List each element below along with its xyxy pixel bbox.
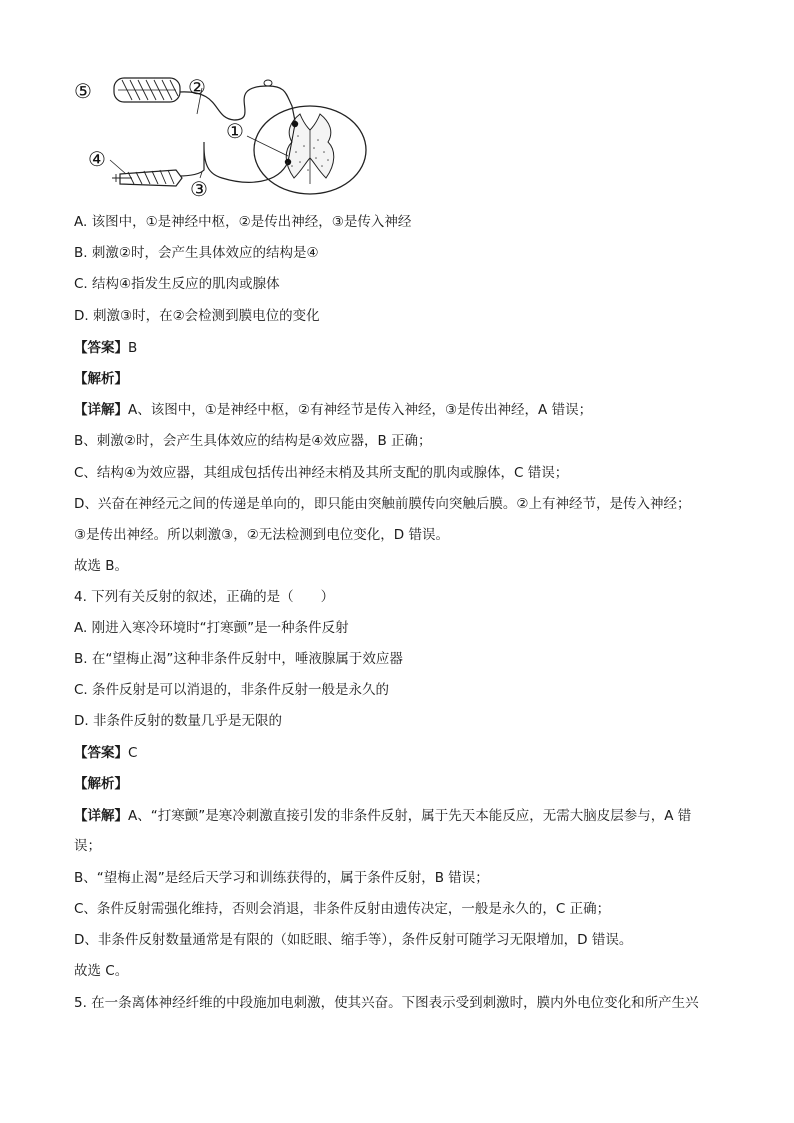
label-1: ① — [226, 119, 244, 143]
label-5: ⑤ — [74, 79, 92, 103]
q3-detail-2: B、刺激②时，会产生具体效应的结构是④效应器，B 正确； — [74, 433, 432, 449]
effector-icon — [112, 170, 182, 186]
q3-answer-value: B — [128, 340, 138, 356]
q4-answer-value: C — [128, 745, 138, 761]
q4-option-d: D. 非条件反射的数量几乎是无限的 — [74, 713, 282, 729]
q3-option-d: D. 刺激③时，在②会检测到膜电位的变化 — [74, 308, 320, 324]
reflex-arc-figure — [72, 66, 382, 200]
q3-detail-1-text: A、该图中，①是神经中枢，②有神经节是传入神经，③是传出神经，A 错误； — [128, 402, 593, 418]
q3-detail-3: C、结构④为效应器，其组成包括传出神经末梢及其所支配的肌肉或腺体，C 错误； — [74, 465, 569, 481]
q4-detail-2: B、“望梅止渴”是经后天学习和训练获得的，属于条件反射，B 错误； — [74, 870, 489, 886]
q4-option-b: B. 在“望梅止渴”这种非条件反射中，唾液腺属于效应器 — [74, 651, 403, 667]
q4-detail-4: D、非条件反射数量通常是有限的（如眨眼、缩手等），条件反射可随学习无限增加，D 错误。 — [74, 932, 633, 948]
q3-option-c: C. 结构④指发生反应的肌肉或腺体 — [74, 276, 280, 292]
q3-detail-4: D、兴奋在神经元之间的传递是单向的，即只能由突触前膜传向突触后膜。②上有神经节，是传入神经； — [74, 496, 691, 512]
label-4: ④ — [88, 147, 106, 171]
q4-stem: 4. 下列有关反射的叙述，正确的是（ ） — [74, 589, 335, 605]
q3-detail-label: 【详解】 — [74, 402, 128, 418]
q3-answer — [74, 338, 137, 358]
q5-stem: 5. 在一条离体神经纤维的中段施加电刺激，使其兴奋。下图表示受到刺激时，膜内外电位变化和所产生兴 — [74, 995, 699, 1011]
q4-answer — [74, 743, 137, 763]
q3-detail-5: ③是传出神经。所以刺激③，②无法检测到电位变化，D 错误。 — [74, 527, 449, 543]
q4-option-c: C. 条件反射是可以消退的，非条件反射一般是永久的 — [74, 682, 390, 698]
q3-answer-label: 【答案】 — [74, 340, 128, 356]
q4-conclusion: 故选 C。 — [74, 963, 129, 979]
q3-analysis-heading: 【解析】 — [74, 371, 128, 387]
label-3: ③ — [190, 177, 208, 200]
q4-analysis-heading: 【解析】 — [74, 776, 128, 792]
q3-conclusion: 故选 B。 — [74, 558, 129, 574]
q3-option-b: B. 刺激②时，会产生具体效应的结构是④ — [74, 245, 319, 261]
receptor-icon — [114, 78, 180, 102]
q4-detail-1-text: A、“打寒颤”是寒冷刺激直接引发的非条件反射，属于先天本能反应，无需大脑皮层参与，A 错 — [128, 808, 692, 824]
q3-option-a: A. 该图中，①是神经中枢，②是传出神经，③是传入神经 — [74, 214, 412, 230]
q4-detail-1-cont: 误； — [74, 838, 101, 854]
ganglion-icon — [264, 80, 272, 86]
q4-detail-3: C、条件反射需强化维持，否则会消退，非条件反射由遗传决定，一般是永久的，C 正确； — [74, 901, 611, 917]
q3-detail-1 — [74, 400, 592, 420]
q4-option-a: A. 刚进入寒冷环境时“打寒颤”是一种条件反射 — [74, 620, 349, 636]
q4-answer-label: 【答案】 — [74, 745, 128, 761]
label-2: ② — [188, 75, 206, 99]
q4-detail-1 — [74, 806, 691, 826]
q4-detail-label: 【详解】 — [74, 808, 128, 824]
